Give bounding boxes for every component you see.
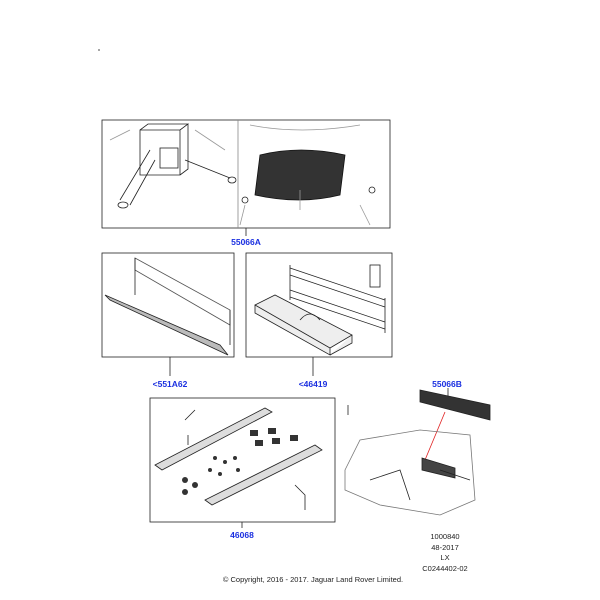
callout-55066A[interactable]: 55066A (231, 237, 261, 247)
drawing-reference: C0244402-02 (422, 563, 468, 573)
illustration-number: 1000840 (430, 532, 460, 541)
callout-46068[interactable]: 46068 (230, 530, 254, 540)
callout-551A62[interactable]: <551A62 (152, 379, 188, 389)
model-code: LX (440, 553, 450, 562)
illustration-info (415, 532, 475, 574)
luggage-retention-panel (246, 253, 392, 376)
cargo-net-panel (102, 120, 390, 236)
copyright-notice: © Copyright, 2016 - 2017. Jaguar Land Rover Limited. (222, 575, 404, 584)
floor-rail-kit-panel (150, 398, 335, 528)
illustration-date: 48-2017 (431, 542, 459, 552)
tailgate-net-illustration (345, 388, 490, 515)
callout-55066B[interactable]: 55066B (432, 379, 462, 389)
load-cover-panel (102, 253, 234, 376)
callout-46419[interactable]: <46419 (298, 379, 328, 389)
